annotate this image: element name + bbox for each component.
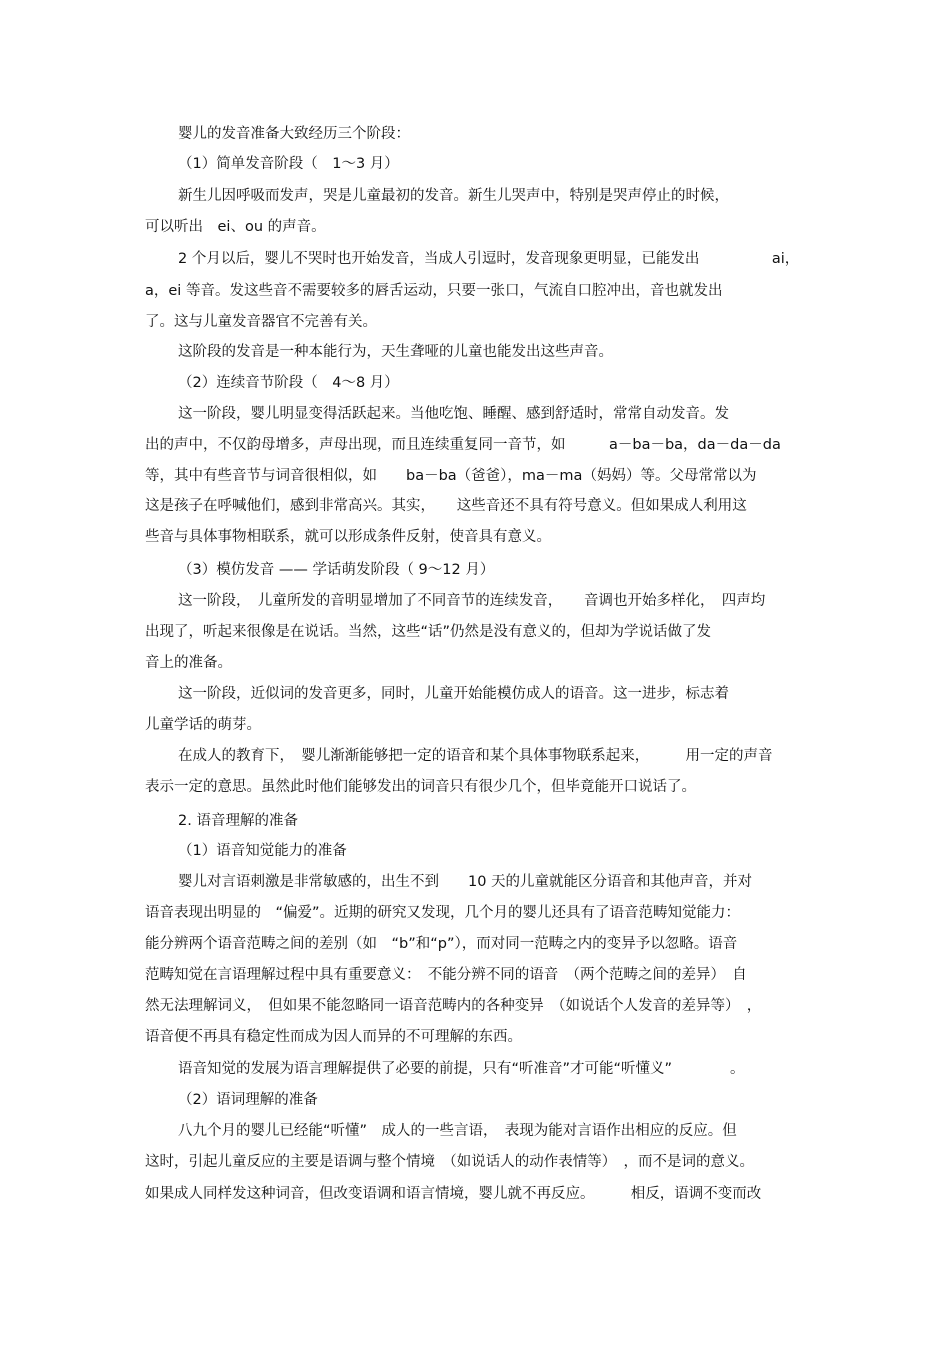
text-line: 2. 语音理解的准备 [178,813,298,829]
text-line: 这时，引起儿童反应的主要是语调与整个情境 （如说话人的动作表情等） ，而不是词的意义。 [145,1154,754,1170]
text-line: （1）简单发音阶段（ 1～3 月） [178,156,399,172]
text-line: 语音表现出明显的 “偏爱”。近期的研究又发现，几个月的婴儿还具有了语音范畴知觉能力： [145,905,741,921]
text-line: 八九个月的婴儿已经能“听懂” 成人的一些言语， 表现为能对言语作出相应的反应。但 [178,1123,737,1139]
text-line: 婴儿对言语刺激是非常敏感的，出生不到 10 天的儿童就能区分语音和其他声音，并对 [178,874,753,890]
text-line: 在成人的教育下， 婴儿渐渐能够把一定的语音和某个具体事物联系起来， 用一定的声音 [178,748,773,764]
text-line: 如果成人同样发这种词音，但改变语调和语言情境，婴儿就不再反应。 相反，语调不变而改 [145,1186,762,1202]
text-line: 2 个月以后，婴儿不哭时也开始发音，当成人引逗时，发音现象更明显，已能发出 ai， [178,251,800,267]
text-line: 可以听出 ei、ou 的声音。 [145,219,326,235]
text-line: a，ei 等音。发这些音不需要较多的唇舌运动，只要一张口，气流自口腔冲出，音也就发出 [145,283,723,299]
text-line: （2）连续音节阶段（ 4～8 月） [178,375,399,391]
text-line: 然无法理解词义， 但如果不能忽略同一语音范畴内的各种变异 （如说话个人发音的差异等） ， [145,998,762,1014]
text-line: 这一阶段，近似词的发音更多，同时，儿童开始能模仿成人的语音。这一进步，标志着 [178,686,729,702]
text-line: 这一阶段，婴儿明显变得活跃起来。当他吃饱、睡醒、感到舒适时，常常自动发音。发 [178,406,729,422]
text-line: 出现了，听起来很像是在说话。当然，这些“话”仍然是没有意义的，但却为学说话做了发 [145,624,712,640]
text-line: 能分辨两个语音范畴之间的差别（如 “b”和“p”），而对同一范畴之内的变异予以忽略。语音 [145,936,738,952]
text-line: 儿童学话的萌芽。 [145,717,261,733]
text-line: 音上的准备。 [145,655,232,671]
text-line: 婴儿的发音准备大致经历三个阶段： [178,126,410,142]
text-line: （3）模仿发音 —— 学话萌发阶段（ 9～12 月） [178,562,495,578]
text-line: 语音便不再具有稳定性而成为因人而异的不可理解的东西。 [145,1029,522,1045]
text-line: 这阶段的发音是一种本能行为，天生聋哑的儿童也能发出这些声音。 [178,344,613,360]
text-line: 出的声中，不仅韵母增多，声母出现，而且连续重复同一音节，如 a－ba－ba，da－da－da [145,437,781,453]
text-line: 等，其中有些音节与词音很相似，如 ba－ba（爸爸），ma－ma（妈妈）等。父母常常以为 [145,468,757,484]
text-line: 这一阶段， 儿童所发的音明显增加了不同音节的连续发音， 音调也开始多样化， 四声均 [178,593,766,609]
text-line: 语音知觉的发展为语言理解提供了必要的前提，只有“听准音”才可能“听懂义” 。 [178,1061,745,1077]
text-line: 这是孩子在呼喊他们，感到非常高兴。其实， 这些音还不具有符号意义。但如果成人利用这 [145,498,747,514]
text-line: 些音与具体事物相联系，就可以形成条件反射，使音具有意义。 [145,529,551,545]
text-line: （1）语音知觉能力的准备 [178,843,347,859]
text-line: （2）语词理解的准备 [178,1092,318,1108]
text-line: 范畴知觉在言语理解过程中具有重要意义： 不能分辨不同的语音 （两个范畴之间的差异） 自 [145,967,747,983]
text-line: 表示一定的意思。虽然此时他们能够发出的词音只有很少几个，但毕竟能开口说话了。 [145,779,696,795]
text-line: 了。这与儿童发音器官不完善有关。 [145,314,377,330]
text-line: 新生儿因呼吸而发声，哭是儿童最初的发音。新生儿哭声中，特别是哭声停止的时候， [178,188,729,204]
